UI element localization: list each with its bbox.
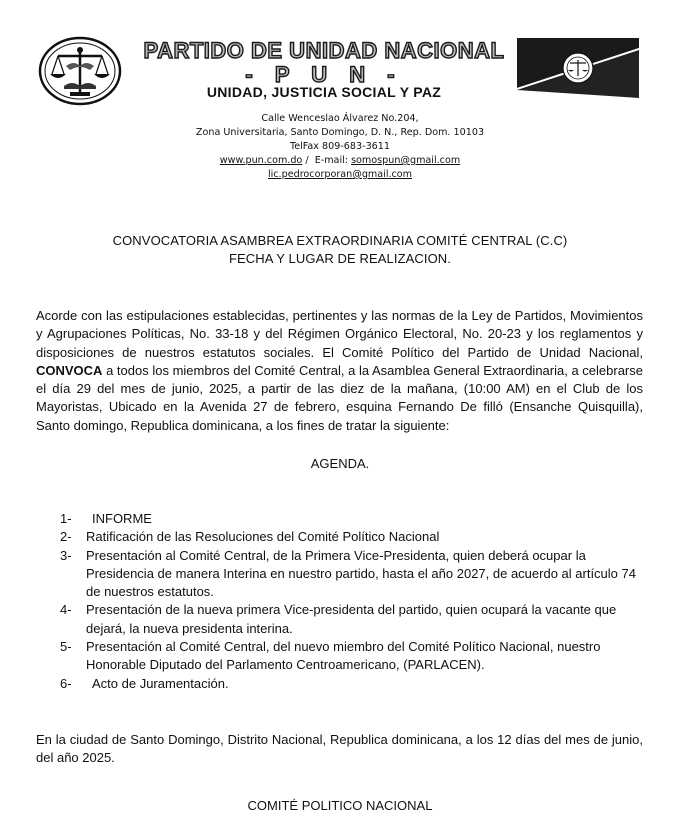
title-line-1: CONVOCATORIA ASAMBREA EXTRAORDINARIA COMITÉ CENTRAL (C.C) xyxy=(112,233,568,248)
address-zone: Zona Universitaria, Santo Domingo, D. N., Rep. Dom. 10103 xyxy=(195,127,485,138)
agenda-item xyxy=(60,547,640,602)
email-link-2[interactable]: lic.pedrocorporan@gmail.com xyxy=(267,169,413,180)
closing-paragraph: En la ciudad de Santo Domingo, Distrito Nacional, Republica dominicana, a los 12 días del mes de junio, del año 2025. xyxy=(36,732,643,766)
agenda-item-text: Presentación al Comité Central, de la Primera Vice-Presidenta, quien deberá ocupar la Presidencia de manera Interina en nuestro partido, hasta el año 2027, de acuerdo al artículo 74 de nuestros estatutos. xyxy=(86,547,636,600)
agenda-item-text: Acto de Juramentación. xyxy=(92,675,229,691)
party-name: PARTIDO DE UNIDAD NACIONAL xyxy=(143,38,505,63)
contact-line xyxy=(170,154,510,168)
paragraph-text-a: Acorde con las estipulaciones establecidas, pertinentes y las normas de la Ley de Partidos, Movimientos y Agrupaciones Políticas, No. 33-18 y del Régimen Orgánico Electoral, No. 20-23 y los reglamentos y disposiciones de nuestros estatutos sociales. El Comité Político del Partido de Unidad Nacional, xyxy=(36,308,643,360)
agenda-item-number: 5- xyxy=(60,639,72,655)
address-block xyxy=(170,112,510,182)
agenda-item-number: 2- xyxy=(60,529,72,545)
signature: COMITÉ POLITICO NACIONAL xyxy=(247,798,433,813)
agenda-item-text: Presentación al Comité Central, del nuevo miembro del Comité Político Nacional, nuestro Honorable Diputado del Parlamento Centroamericano, (PARLACEN). xyxy=(86,639,601,673)
contact-line-2 xyxy=(170,168,510,182)
agenda-item xyxy=(60,528,640,546)
title-line-2: FECHA Y LUGAR DE REALIZACION. xyxy=(228,251,452,266)
party-slogan: UNIDAD, JUSTICIA SOCIAL Y PAZ xyxy=(206,84,442,100)
email-link-1[interactable]: somospun@gmail.com xyxy=(351,155,461,166)
agenda-item-number: 1- xyxy=(60,511,72,526)
agenda-item-text: INFORME xyxy=(92,511,152,526)
agenda-item xyxy=(60,510,640,528)
website-link[interactable]: www.pun.com.do xyxy=(219,155,303,166)
agenda-item-number: 6- xyxy=(60,675,72,691)
agenda-list xyxy=(60,510,640,693)
convoca-bold: CONVOCA xyxy=(36,362,103,378)
party-flag xyxy=(517,38,639,98)
party-acronym: - P U N - xyxy=(245,62,403,87)
agenda-item-number: 3- xyxy=(60,547,72,563)
paragraph-text-b: a todos los miembros del Comité Central, a la Asamblea General Extraordinaria, a celebrarse el día 29 del mes de junio, 2025, a partir de las diez de la mañana, (10:00 AM) en el Club de los Mayoristas, Ubicado en la Avenida 27 de febrero, esquina Fernando De filló (Ensanche Quisquilla), Santo domingo, Republica dominicana, a los fines de tratar la siguiente: xyxy=(36,362,643,433)
document-title xyxy=(30,232,650,268)
agenda-item-number: 4- xyxy=(60,602,72,618)
agenda-item xyxy=(60,675,640,693)
agenda-item xyxy=(60,638,640,675)
address-street: Calle Wenceslao Álvarez No.204, xyxy=(261,113,419,124)
email-separator: / E-mail: xyxy=(302,155,352,166)
convocation-paragraph xyxy=(36,307,643,435)
agenda-item-text: Presentación de la nueva primera Vice-presidenta del partido, quien ocupará la vacante que dejará, la nueva presidenta interina. xyxy=(86,602,617,636)
agenda-title: AGENDA. xyxy=(310,456,370,471)
agenda-item-text: Ratificación de las Resoluciones del Comité Político Nacional xyxy=(86,529,440,545)
telfax: TelFax 809-683-3611 xyxy=(289,141,390,152)
agenda-item xyxy=(60,601,640,638)
scales-of-justice-logo xyxy=(38,36,122,106)
